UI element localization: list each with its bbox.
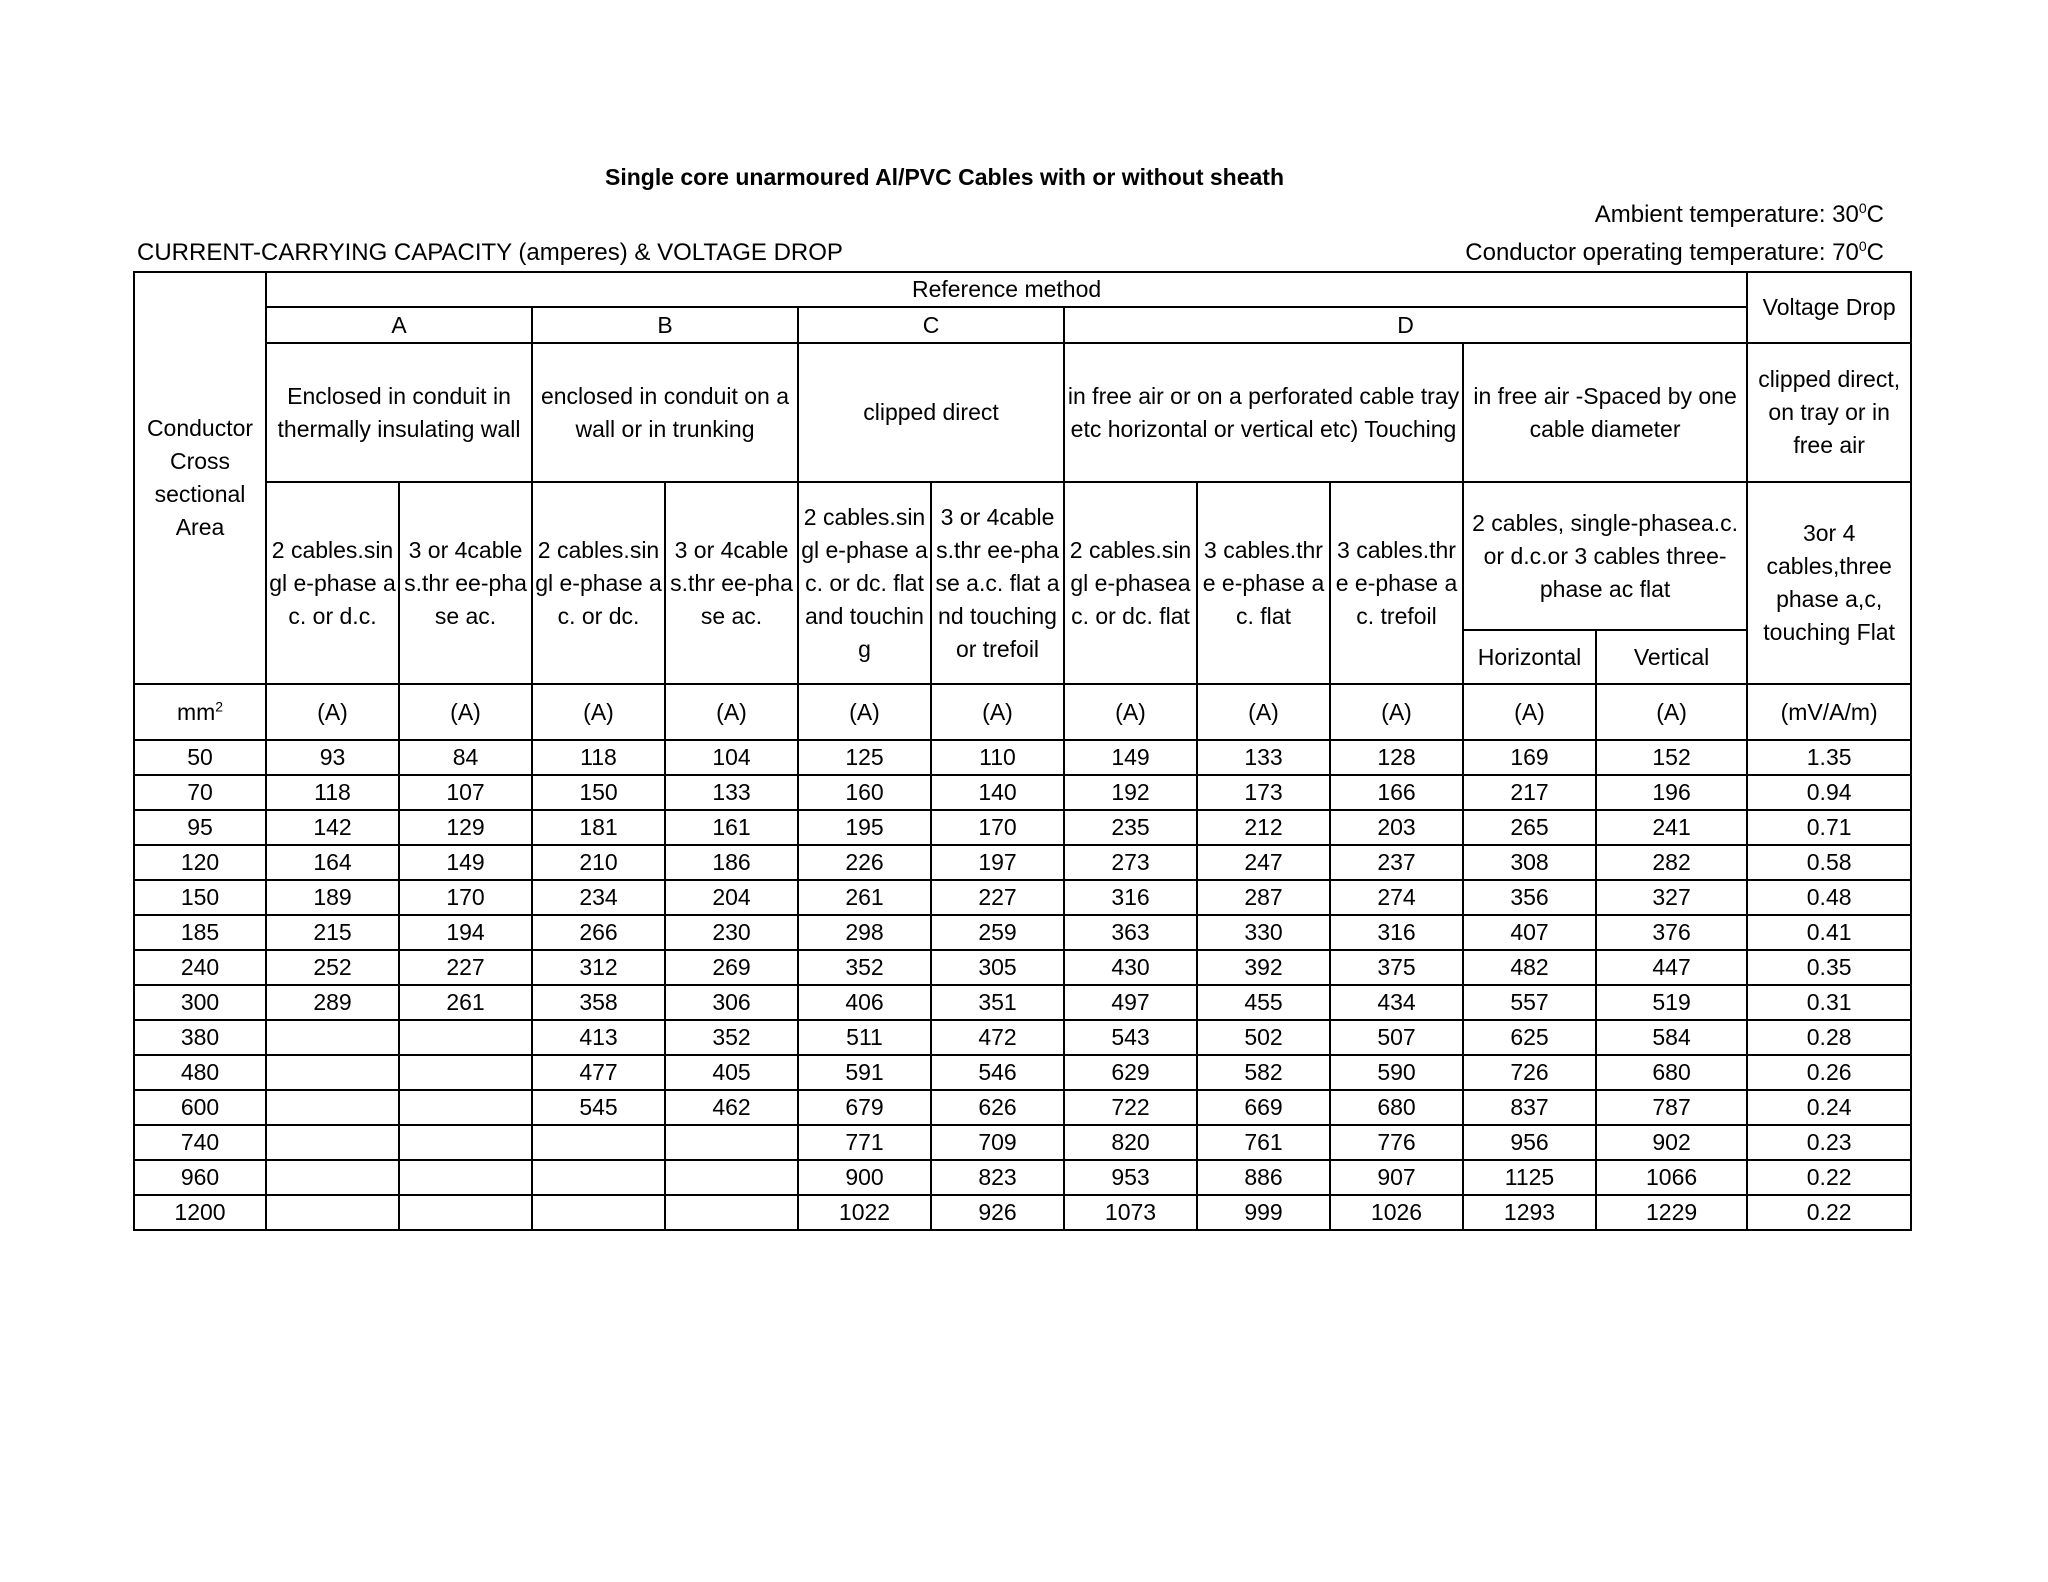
area-cell: 240 <box>134 950 266 985</box>
capacity-cell: 1125 <box>1463 1160 1596 1195</box>
capacity-cell: 591 <box>798 1055 931 1090</box>
capacity-cell: 482 <box>1463 950 1596 985</box>
capacity-cell: 133 <box>1197 740 1330 775</box>
capacity-cell: 629 <box>1064 1055 1197 1090</box>
capacity-cell: 150 <box>532 775 665 810</box>
capacity-cell <box>266 1090 399 1125</box>
capacity-cell: 215 <box>266 915 399 950</box>
capacity-cell: 907 <box>1330 1160 1463 1195</box>
area-cell: 150 <box>134 880 266 915</box>
capacity-cell: 149 <box>399 845 532 880</box>
voltage-drop-cell: 0.22 <box>1747 1160 1911 1195</box>
capacity-cell: 196 <box>1596 775 1747 810</box>
subheader-c1: 2 cables.singl e-phase ac. or dc. flat and touching <box>798 482 931 684</box>
unit-voltage-drop: (mV/A/m) <box>1747 684 1911 740</box>
table-row <box>134 1090 1911 1125</box>
capacity-cell: 358 <box>532 985 665 1020</box>
capacity-cell: 192 <box>1064 775 1197 810</box>
unit-amp: (A) <box>665 684 798 740</box>
capacity-cell: 546 <box>931 1055 1064 1090</box>
capacity-cell: 273 <box>1064 845 1197 880</box>
table-row <box>134 740 1911 775</box>
capacity-cell: 680 <box>1330 1090 1463 1125</box>
capacity-cell: 820 <box>1064 1125 1197 1160</box>
capacity-cell: 407 <box>1463 915 1596 950</box>
capacity-cell: 189 <box>266 880 399 915</box>
area-cell: 600 <box>134 1090 266 1125</box>
subheader-d3: 3 cables.thre e-phase ac. trefoil <box>1330 482 1463 684</box>
subheader-horizontal: Horizontal <box>1463 630 1596 684</box>
capacity-cell: 363 <box>1064 915 1197 950</box>
capacity-cell: 376 <box>1596 915 1747 950</box>
table-row <box>134 1055 1911 1090</box>
capacity-cell: 507 <box>1330 1020 1463 1055</box>
conductor-header: Conductor Cross sectional Area <box>134 272 266 684</box>
capacity-cell: 261 <box>399 985 532 1020</box>
unit-amp: (A) <box>266 684 399 740</box>
capacity-cell: 352 <box>798 950 931 985</box>
subheader-a2: 3 or 4cables.thr ee-phase ac. <box>399 482 532 684</box>
unit-amp: (A) <box>1463 684 1596 740</box>
capacity-cell: 455 <box>1197 985 1330 1020</box>
capacity-cell: 261 <box>798 880 931 915</box>
capacity-cell: 164 <box>266 845 399 880</box>
capacity-cell: 204 <box>665 880 798 915</box>
capacity-cell: 776 <box>1330 1125 1463 1160</box>
capacity-cell: 274 <box>1330 880 1463 915</box>
voltage-drop-cell: 0.94 <box>1747 775 1911 810</box>
capacity-cell: 405 <box>665 1055 798 1090</box>
capacity-cell <box>665 1160 798 1195</box>
capacity-cell: 434 <box>1330 985 1463 1020</box>
area-cell: 480 <box>134 1055 266 1090</box>
capacity-cell: 237 <box>1330 845 1463 880</box>
capacity-cell: 787 <box>1596 1090 1747 1125</box>
capacity-cell: 1026 <box>1330 1195 1463 1230</box>
capacity-cell: 170 <box>399 880 532 915</box>
capacity-cell: 282 <box>1596 845 1747 880</box>
capacity-cell: 669 <box>1197 1090 1330 1125</box>
capacity-cell: 169 <box>1463 740 1596 775</box>
capacity-cell: 999 <box>1197 1195 1330 1230</box>
table-row <box>134 1195 1911 1230</box>
capacity-cell: 761 <box>1197 1125 1330 1160</box>
method-c-header: C <box>798 307 1064 343</box>
capacity-cell: 133 <box>665 775 798 810</box>
subheader-d-spaced: 2 cables, single-phasea.c. or d.c.or 3 cables three-phase ac flat <box>1463 482 1747 630</box>
capacity-cell: 227 <box>399 950 532 985</box>
capacity-cell <box>532 1160 665 1195</box>
unit-amp: (A) <box>931 684 1064 740</box>
capacity-cell: 186 <box>665 845 798 880</box>
capacity-cell: 543 <box>1064 1020 1197 1055</box>
capacity-cell: 447 <box>1596 950 1747 985</box>
voltage-drop-cell: 0.31 <box>1747 985 1911 1020</box>
method-a-header: A <box>266 307 532 343</box>
method-a-description: Enclosed in conduit in thermally insulating wall <box>266 343 532 482</box>
capacity-cell: 477 <box>532 1055 665 1090</box>
capacity-cell: 287 <box>1197 880 1330 915</box>
ambient-temperature: Ambient temperature: $30^0C$ <box>1594 200 1884 228</box>
capacity-table <box>133 271 1912 1231</box>
area-cell: 300 <box>134 985 266 1020</box>
table-row <box>134 810 1911 845</box>
subheader-voltage-drop: 3or 4 cables,three phase a,c, touching Flat <box>1747 482 1911 684</box>
subheader-c2: 3 or 4cables.thr ee-phase a.c. flat and touching or trefoil <box>931 482 1064 684</box>
capacity-cell: 140 <box>931 775 1064 810</box>
capacity-cell: 545 <box>532 1090 665 1125</box>
capacity-cell <box>665 1125 798 1160</box>
capacity-cell: 502 <box>1197 1020 1330 1055</box>
voltage-drop-cell: 0.71 <box>1747 810 1911 845</box>
voltage-drop-cell: 0.26 <box>1747 1055 1911 1090</box>
capacity-cell <box>532 1195 665 1230</box>
voltage-drop-header: Voltage Drop <box>1747 272 1911 343</box>
capacity-cell: 497 <box>1064 985 1197 1020</box>
capacity-cell: 356 <box>1463 880 1596 915</box>
capacity-cell: 472 <box>931 1020 1064 1055</box>
capacity-cell: 269 <box>665 950 798 985</box>
capacity-cell: 316 <box>1330 915 1463 950</box>
subheader-d1: 2 cables.singl e-phaseac. or dc. flat <box>1064 482 1197 684</box>
capacity-cell: 823 <box>931 1160 1064 1195</box>
capacity-cell: 519 <box>1596 985 1747 1020</box>
subheader-a1: 2 cables.singl e-phase ac. or d.c. <box>266 482 399 684</box>
capacity-cell: 837 <box>1463 1090 1596 1125</box>
area-cell: 70 <box>134 775 266 810</box>
voltage-drop-cell: 0.58 <box>1747 845 1911 880</box>
capacity-cell: 406 <box>798 985 931 1020</box>
capacity-cell <box>399 1125 532 1160</box>
capacity-cell: 582 <box>1197 1055 1330 1090</box>
capacity-cell: 1022 <box>798 1195 931 1230</box>
capacity-cell: 625 <box>1463 1020 1596 1055</box>
capacity-cell: 93 <box>266 740 399 775</box>
capacity-cell: 430 <box>1064 950 1197 985</box>
capacity-cell: 375 <box>1330 950 1463 985</box>
capacity-cell: 902 <box>1596 1125 1747 1160</box>
capacity-cell: 626 <box>931 1090 1064 1125</box>
capacity-cell: 259 <box>931 915 1064 950</box>
subheader-vertical: Vertical <box>1596 630 1747 684</box>
capacity-cell: 142 <box>266 810 399 845</box>
capacity-cell: 308 <box>1463 845 1596 880</box>
capacity-cell: 352 <box>665 1020 798 1055</box>
unit-amp: (A) <box>1064 684 1197 740</box>
method-c-description: clipped direct <box>798 343 1064 482</box>
unit-amp: (A) <box>1596 684 1747 740</box>
capacity-cell: 413 <box>532 1020 665 1055</box>
unit-amp: (A) <box>1197 684 1330 740</box>
capacity-cell: 316 <box>1064 880 1197 915</box>
subheader-b1: 2 cables.singl e-phase ac. or dc. <box>532 482 665 684</box>
capacity-cell <box>399 1090 532 1125</box>
capacity-cell: 327 <box>1596 880 1747 915</box>
area-cell: 740 <box>134 1125 266 1160</box>
voltage-drop-cell: 0.48 <box>1747 880 1911 915</box>
table-row <box>134 880 1911 915</box>
subheader-d2: 3 cables.thre e-phase ac. flat <box>1197 482 1330 684</box>
capacity-cell: 956 <box>1463 1125 1596 1160</box>
capacity-cell: 234 <box>532 880 665 915</box>
table-row <box>134 915 1911 950</box>
area-cell: 380 <box>134 1020 266 1055</box>
capacity-cell: 84 <box>399 740 532 775</box>
capacity-cell: 680 <box>1596 1055 1747 1090</box>
method-b-description: enclosed in conduit on a wall or in trunking <box>532 343 798 482</box>
unit-area: $mm^2$ <box>134 684 266 740</box>
table-row <box>134 1160 1911 1195</box>
capacity-cell: 1293 <box>1463 1195 1596 1230</box>
voltage-drop-cell: 0.22 <box>1747 1195 1911 1230</box>
voltage-drop-cell: 0.35 <box>1747 950 1911 985</box>
capacity-cell <box>399 1160 532 1195</box>
operating-temperature: Conductor operating temperature: $70^0C$ <box>1465 238 1884 266</box>
capacity-cell: 306 <box>665 985 798 1020</box>
voltage-drop-description: clipped direct, on tray or in free air <box>1747 343 1911 482</box>
capacity-cell: 107 <box>399 775 532 810</box>
capacity-cell: 305 <box>931 950 1064 985</box>
capacity-cell: 217 <box>1463 775 1596 810</box>
capacity-cell: 462 <box>665 1090 798 1125</box>
area-cell: 185 <box>134 915 266 950</box>
capacity-cell: 392 <box>1197 950 1330 985</box>
area-cell: 1200 <box>134 1195 266 1230</box>
reference-method-header: Reference method <box>266 272 1747 307</box>
capacity-cell: 195 <box>798 810 931 845</box>
capacity-cell <box>266 1160 399 1195</box>
capacity-cell: 722 <box>1064 1090 1197 1125</box>
capacity-cell: 351 <box>931 985 1064 1020</box>
subheader-b2: 3 or 4cables.thr ee-phase ac. <box>665 482 798 684</box>
method-b-header: B <box>532 307 798 343</box>
capacity-cell: 227 <box>931 880 1064 915</box>
capacity-cell: 771 <box>798 1125 931 1160</box>
capacity-cell: 726 <box>1463 1055 1596 1090</box>
capacity-cell: 152 <box>1596 740 1747 775</box>
voltage-drop-cell: 0.24 <box>1747 1090 1911 1125</box>
capacity-cell: 118 <box>532 740 665 775</box>
area-cell: 120 <box>134 845 266 880</box>
capacity-cell: 173 <box>1197 775 1330 810</box>
capacity-cell: 557 <box>1463 985 1596 1020</box>
capacity-cell: 166 <box>1330 775 1463 810</box>
capacity-cell: 679 <box>798 1090 931 1125</box>
capacity-cell: 252 <box>266 950 399 985</box>
capacity-cell: 266 <box>532 915 665 950</box>
table-caption: CURRENT-CARRYING CAPACITY (amperes) & VOLTAGE DROP <box>137 239 843 266</box>
capacity-cell <box>665 1195 798 1230</box>
capacity-cell: 160 <box>798 775 931 810</box>
capacity-cell: 312 <box>532 950 665 985</box>
unit-amp: (A) <box>532 684 665 740</box>
capacity-cell: 110 <box>931 740 1064 775</box>
capacity-cell: 197 <box>931 845 1064 880</box>
capacity-cell: 104 <box>665 740 798 775</box>
capacity-cell: 900 <box>798 1160 931 1195</box>
voltage-drop-cell: 0.23 <box>1747 1125 1911 1160</box>
capacity-cell: 511 <box>798 1020 931 1055</box>
capacity-cell: 298 <box>798 915 931 950</box>
capacity-cell: 330 <box>1197 915 1330 950</box>
capacity-cell: 1229 <box>1596 1195 1747 1230</box>
capacity-cell: 118 <box>266 775 399 810</box>
table-row <box>134 775 1911 810</box>
capacity-cell: 226 <box>798 845 931 880</box>
area-cell: 960 <box>134 1160 266 1195</box>
method-d-header: D <box>1064 307 1747 343</box>
capacity-cell: 128 <box>1330 740 1463 775</box>
unit-amp: (A) <box>798 684 931 740</box>
capacity-cell <box>399 1055 532 1090</box>
capacity-cell: 709 <box>931 1125 1064 1160</box>
capacity-cell <box>266 1055 399 1090</box>
unit-amp: (A) <box>1330 684 1463 740</box>
capacity-cell: 247 <box>1197 845 1330 880</box>
capacity-cell: 289 <box>266 985 399 1020</box>
capacity-cell: 953 <box>1064 1160 1197 1195</box>
capacity-cell: 129 <box>399 810 532 845</box>
capacity-cell: 161 <box>665 810 798 845</box>
capacity-cell <box>399 1195 532 1230</box>
capacity-cell: 194 <box>399 915 532 950</box>
capacity-cell: 125 <box>798 740 931 775</box>
capacity-cell <box>266 1020 399 1055</box>
area-cell: 50 <box>134 740 266 775</box>
table-row <box>134 950 1911 985</box>
capacity-cell: 241 <box>1596 810 1747 845</box>
capacity-cell: 170 <box>931 810 1064 845</box>
table-row <box>134 1020 1911 1055</box>
capacity-cell: 265 <box>1463 810 1596 845</box>
capacity-cell <box>399 1020 532 1055</box>
capacity-cell: 210 <box>532 845 665 880</box>
capacity-cell: 590 <box>1330 1055 1463 1090</box>
method-d-touching-description: in free air or on a perforated cable tray etc horizontal or vertical etc) Touching <box>1064 343 1463 482</box>
capacity-cell: 926 <box>931 1195 1064 1230</box>
page-title: Single core unarmoured Al/PVC Cables with or without sheath <box>604 164 1285 190</box>
voltage-drop-cell: 1.35 <box>1747 740 1911 775</box>
capacity-cell <box>266 1125 399 1160</box>
capacity-cell: 230 <box>665 915 798 950</box>
capacity-cell: 886 <box>1197 1160 1330 1195</box>
capacity-cell: 181 <box>532 810 665 845</box>
voltage-drop-cell: 0.28 <box>1747 1020 1911 1055</box>
capacity-cell: 203 <box>1330 810 1463 845</box>
capacity-cell: 149 <box>1064 740 1197 775</box>
unit-amp: (A) <box>399 684 532 740</box>
table-body <box>134 740 1911 1230</box>
table-row <box>134 845 1911 880</box>
table-row <box>134 985 1911 1020</box>
capacity-cell <box>532 1125 665 1160</box>
capacity-cell <box>266 1195 399 1230</box>
capacity-cell: 1066 <box>1596 1160 1747 1195</box>
area-cell: 95 <box>134 810 266 845</box>
method-d-spaced-description: in free air -Spaced by one cable diameter <box>1463 343 1747 482</box>
capacity-cell: 235 <box>1064 810 1197 845</box>
capacity-cell: 1073 <box>1064 1195 1197 1230</box>
capacity-cell: 584 <box>1596 1020 1747 1055</box>
capacity-cell: 212 <box>1197 810 1330 845</box>
table-row <box>134 1125 1911 1160</box>
voltage-drop-cell: 0.41 <box>1747 915 1911 950</box>
